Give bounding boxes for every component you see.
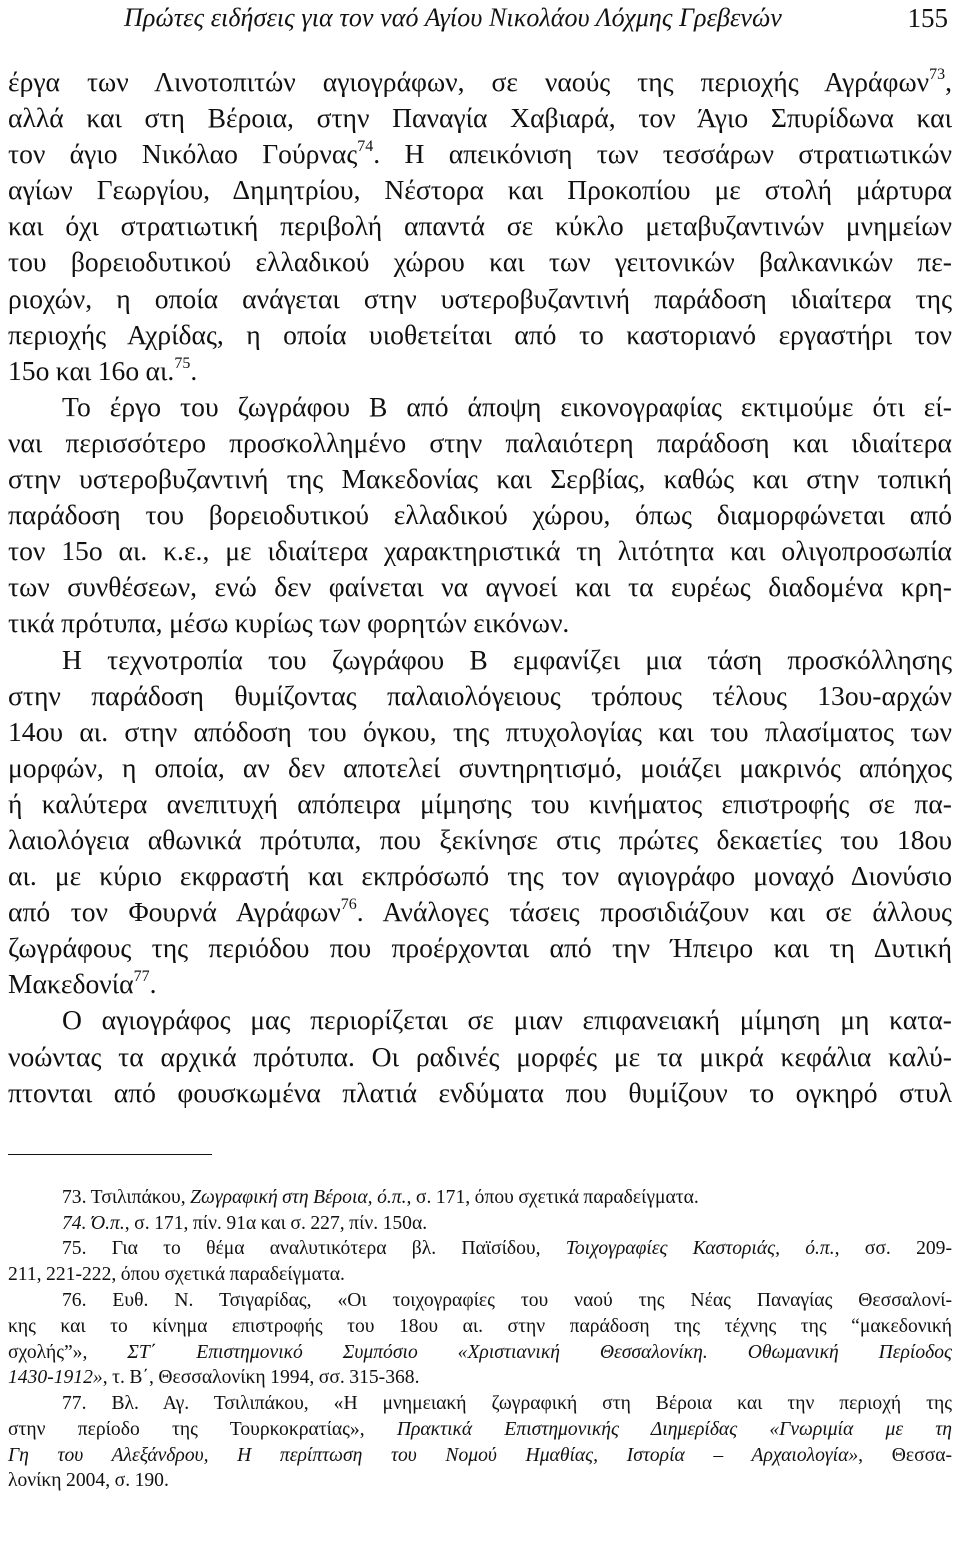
text-line: πτονται από φουσκωμένα πλατιά ενδύματα που θυμίζουν το ογκηρό στυλ bbox=[8, 1076, 952, 1108]
running-title: Πρώτες ειδήσεις για τον ναό Αγίου Νικολάου Λόχμης Γρεβενών bbox=[124, 3, 782, 32]
text-line: αλλά και στη Βέροια, στην Παναγία Χαβιαρά, τον Άγιο Σπυρίδωνα και bbox=[8, 102, 952, 134]
footnote-74: 74. Ό.π., σ. 171, πίν. 91α και σ. 227, πίν. 150α. bbox=[62, 1212, 428, 1234]
text-line: των συνθέσεων, ενώ δεν φαίνεται να αγνοεί και τα ευρέως διαδομένα κρη- bbox=[8, 571, 952, 603]
text-line: αγίων Γεωργίου, Δημητρίου, Νέστορα και Προκοπίου με στολή μάρτυρα bbox=[8, 174, 952, 206]
text-line: Το έργο του ζωγράφου Β από άποψη εικονογραφίας εκτιμούμε ότι εί- bbox=[62, 390, 952, 422]
text-line: τικά πρότυπα, μέσω κυρίως των φορητών εικόνων. bbox=[8, 607, 570, 639]
footnote-ref-77[interactable]: 77 bbox=[133, 968, 150, 986]
text-line: περιοχής Αχρίδας, η οποία υιοθετείται από το καστοριανό εργαστήρι τον bbox=[8, 318, 952, 350]
footnote-76: 76. Ευθ. Ν. Τσιγαρίδας, «Οι τοιχογραφίες του ναού της Νέας Παναγίας Θεσσαλονί- κης και το κίνημα επιστροφής του 18ου αι. στην παράδοση της τέχνης της “μακεδονική σχολής”», ΣΤ΄ Επιστημονικό Συμπόσιο «Χριστιανική Θεσσαλονίκη. Οθωμανική Περίοδος 1430-1912», τ. Β΄, Θεσσαλονίκη 1994, σσ. 315-368. bbox=[8, 1289, 952, 1389]
body-text bbox=[8, 64, 952, 1111]
paragraph-4 bbox=[8, 1002, 952, 1110]
text-line: 14ου αι. στην απόδοση του όγκου, της πτυχολογίας και του πλασίματος των bbox=[8, 715, 952, 747]
text-line: Ο αγιογράφος μας περιορίζεται σε μιαν επιφανειακή μίμηση μη κατα- bbox=[62, 1004, 952, 1036]
footnote-separator bbox=[8, 1154, 212, 1155]
text-line: ζωγράφους της περιόδου που προέρχονται από την Ήπειρο και τη Δυτική bbox=[8, 932, 952, 964]
paragraph-3 bbox=[8, 642, 952, 1003]
text-line: του βορειοδυτικού ελλαδικού χώρου και των γειτονικών βαλκανικών πε- bbox=[8, 246, 952, 278]
text-line: Η τεχνοτροπία του ζωγράφου Β εμφανίζει μια τάση προσκόλλησης bbox=[62, 643, 952, 675]
footnote-73: 73. Τσιλιπάκου, Ζωγραφική στη Βέροια, ό.π., σ. 171, όπου σχετικά παραδείγματα. bbox=[62, 1186, 699, 1208]
paragraph-2 bbox=[8, 389, 952, 642]
text-line: έργα των Λινοτοπιτών αγιογράφων, σε ναούς της περιοχής Αγράφων$^{73}$, bbox=[8, 66, 952, 97]
footnote-77: 77. Βλ. Αγ. Τσιλιπάκου, «Η μνημειακή ζωγραφική στη Βέροια και την περιοχή της στην περίοδο της Τουρκοκρατίας», Πρακτικά Επιστημονικής Διημερίδας «Γνωριμία με τη Γη του Αλεξάνδρου, Η περίπτωση του Νομού Ημαθίας, Ιστορία – Αρχαιολογία», Θεσσα- λονίκη 2004, σ. 190. bbox=[8, 1393, 952, 1492]
running-head bbox=[8, 0, 952, 64]
paragraph-1 bbox=[8, 64, 952, 389]
text-line: μορφών, η οποία, αν δεν αποτελεί συντηρητισμό, μοιάζει μακρινός απόηχος bbox=[8, 751, 952, 783]
footnote-ref-74[interactable]: 74 bbox=[357, 138, 374, 156]
text-line: και όχι στρατιωτική περιβολή απαντά σε κύκλο μεταβυζαντινών μνημείων bbox=[8, 210, 952, 242]
footnote-75: 75. Για το θέμα αναλυτικότερα βλ. Παϊσίδου, Τοιχογραφίες Καστοριάς, ό.π., σσ. 209- 211, 221-222, όπου σχετικά παραδείγματα. bbox=[8, 1238, 952, 1286]
footnote-ref-75[interactable]: 75 bbox=[174, 354, 191, 372]
text-line: στην υστεροβυζαντινή της Μακεδονίας και Σερβίας, καθώς και στην τοπική bbox=[8, 463, 952, 495]
text-line: ριοχών, η οποία ανάγεται στην υστεροβυζαντινή παράδοση ιδιαίτερα της bbox=[8, 282, 952, 314]
page-number: 155 bbox=[907, 3, 948, 33]
text-line: Μακεδονία$^{77}$. bbox=[8, 968, 157, 1000]
text-line: από τον Φουρνά Αγράφων$^{76}$. Ανάλογες τάσεις προσιδιάζουν και σε άλλους bbox=[8, 896, 952, 928]
text-line: ή καλύτερα ανεπιτυχή απόπειρα μίμησης του κινήματος επιστροφής σε πα- bbox=[8, 787, 952, 819]
text-line: αι. με κύριο εκφραστή και εκπρόσωπό της τον αγιογράφο μοναχό Διονύσιο bbox=[8, 860, 952, 892]
text-line: παράδοση του βορειοδυτικού ελλαδικού χώρου, όπως διαμορφώνεται από bbox=[8, 499, 952, 531]
footnote-ref-76[interactable]: 76 bbox=[340, 896, 357, 914]
text-line: τον άγιο Νικόλαο Γούρνας$^{74}$. Η απεικόνιση των τεσσάρων στρατιωτικών bbox=[8, 138, 952, 170]
text-line: νοώντας τα αρχικά πρότυπα. Οι ραδινές μορφές με τα μικρά κεφάλια καλύ- bbox=[8, 1040, 952, 1072]
text-line: στην παράδοση θυμίζοντας παλαιολόγειους τρόπους τέλους 13ου-αρχών bbox=[8, 679, 952, 711]
footnote-ref-73[interactable]: 73 bbox=[929, 66, 946, 83]
text-line: ναι περισσότερο προσκολλημένο στην παλαιότερη παράδοση και ιδιαίτερα bbox=[8, 426, 952, 458]
footnotes bbox=[8, 1185, 952, 1495]
text-line: 15ο και 16ο αι.$^{75}$. bbox=[8, 354, 198, 386]
text-line: τον 15ο αι. κ.ε., με ιδιαίτερα χαρακτηριστικά τη λιτότητα και ολιγοπροσωπία bbox=[8, 535, 952, 567]
text-line: λαιολόγεια αθωνικά πρότυπα, που ξεκίνησε στις πρώτες δεκαετίες του 18ου bbox=[8, 823, 952, 855]
